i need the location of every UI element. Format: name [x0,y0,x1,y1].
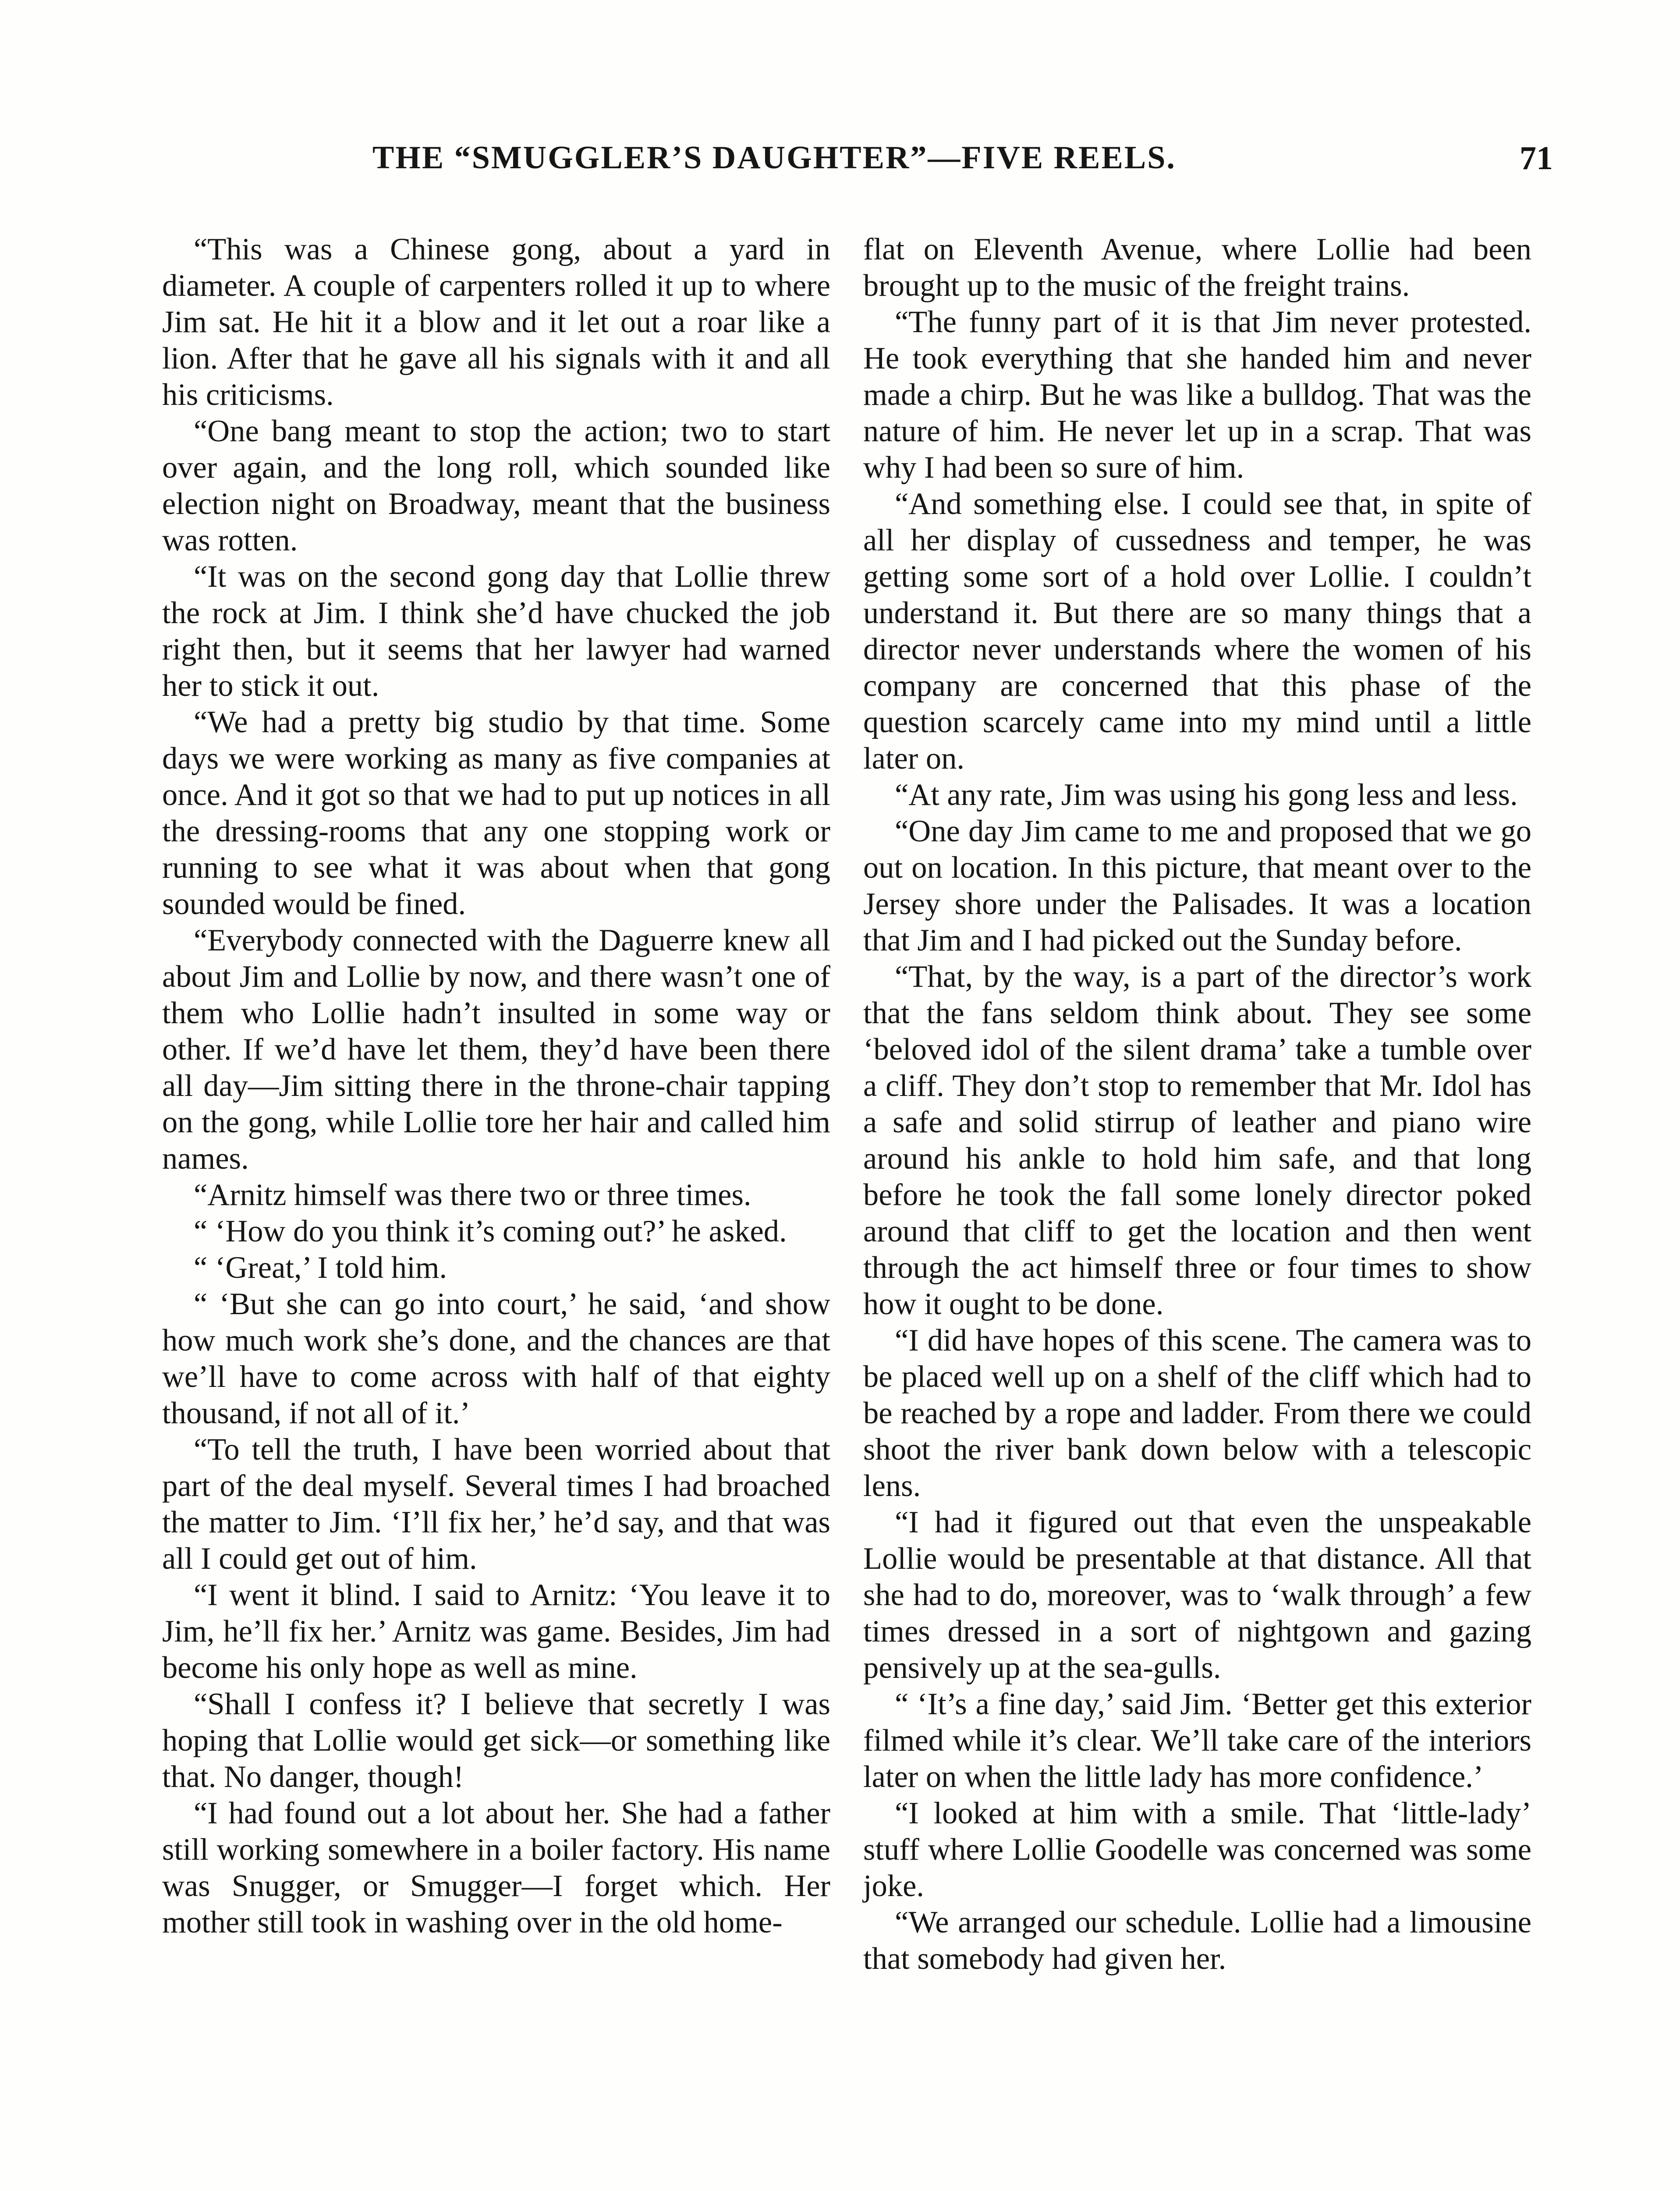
paragraph: “We arranged our schedule. Lollie had a limousine that somebody had given her. [863,1905,1531,1976]
paragraph: “I went it blind. I said to Arnitz: ‘You leave it to Jim, he’ll fix her.’ Arnitz was game. Besides, Jim had become his only hope as well as mine. [162,1578,830,1685]
paragraph: “We had a pretty big studio by that time. Some days we were working as many as five companies at once. And it got so that we had to put up notices in all the dressing-rooms that any one stopping work or running to see what it was about when that gong sounded would be fined. [162,705,830,921]
paragraph: “Shall I confess it? I believe that secretly I was hoping that Lollie would get sick—or something like that. No danger, though! [162,1687,830,1794]
paragraph-continuation: flat on Eleventh Avenue, where Lollie had been brought up to the music of the freight trains. [863,232,1531,303]
paragraph: “I did have hopes of this scene. The camera was to be placed well up on a shelf of the cliff which had to be reached by a rope and ladder. From there we could shoot the river bank down below with a telescopic lens. [863,1323,1531,1503]
paragraph: “And something else. I could see that, in spite of all her display of cussedness and temper, he was getting some sort of a hold over Lollie. I couldn’t understand it. But there are so many things that a director never understands where the women of his company are concerned that this phase of the question scarcely came into my mind until a little later on. [863,487,1531,776]
paragraph: “At any rate, Jim was using his gong less and less. [895,778,1518,812]
paragraph: “Arnitz himself was there two or three times. [194,1178,751,1212]
left-column [162,231,830,1941]
paragraph: “To tell the truth, I have been worried about that part of the deal myself. Several times I had broached the matter to Jim. ‘I’ll fix her,’ he’d say, and that was all I could get out of him. [162,1432,830,1576]
paragraph: “One bang meant to stop the action; two to start over again, and the long roll, which sounded like election night on Broadway, meant that the business was rotten. [162,414,830,557]
paragraph: “I looked at him with a smile. That ‘little-lady’ stuff where Lollie Goodelle was concerned was some joke. [863,1796,1531,1903]
paragraph: “That, by the way, is a part of the director’s work that the fans seldom think about. They see some ‘beloved idol of the silent drama’ take a tumble over a cliff. They don’t stop to remember that Mr. Idol has a safe and solid stirrup of leather and piano wire around his ankle to hold him safe, and that long before he took the fall some lonely director poked around that cliff to get the location and then went through the act himself three or four times to show how it ought to be done. [863,960,1531,1321]
paragraph: “I had found out a lot about her. She had a father still working somewhere in a boiler factory. His name was Snugger, or Smugger—I forget which. Her mother still took in washing over in the old home- [162,1796,830,1939]
page-number: 71 [1520,140,1553,177]
paragraph: “ ‘How do you think it’s coming out?’ he asked. [194,1214,787,1248]
right-column [863,231,1531,1977]
paragraph: “Everybody connected with the Daguerre knew all about Jim and Lollie by now, and there wasn’t one of them who Lollie hadn’t insulted in some way or other. If we’d have let them, they’d have been there all day—Jim sitting there in the throne-chair tapping on the gong, while Lollie tore her hair and called him names. [162,923,830,1176]
paragraph: “ ‘Great,’ I told him. [194,1251,447,1285]
running-title: THE “SMUGGLER’S DAUGHTER”—FIVE REELS. [372,140,1176,176]
paragraph: “I had it figured out that even the unspeakable Lollie would be presentable at that distance. All that she had to do, moreover, was to ‘walk through’ a few times dressed in a sort of nightgown and gazing pensively up at the sea-gulls. [863,1505,1531,1685]
paragraph: “This was a Chinese gong, about a yard in diameter. A couple of carpenters rolled it up to where Jim sat. He hit it a blow and it let out a roar like a lion. After that he gave all his signals with it and all his criticisms. [162,232,830,412]
paragraph: “ ‘It’s a fine day,’ said Jim. ‘Better get this exterior filmed while it’s clear. We’ll take care of the interiors later on when the little lady has more confidence.’ [863,1687,1531,1794]
paragraph: “It was on the second gong day that Lollie threw the rock at Jim. I think she’d have chucked the job right then, but it seems that her lawyer had warned her to stick it out. [162,560,830,703]
paragraph: “One day Jim came to me and proposed that we go out on location. In this picture, that meant over to the Jersey shore under the Palisades. It was a location that Jim and I had picked out the Sunday before. [863,814,1531,957]
paragraph: “ ‘But she can go into court,’ he said, ‘and show how much work she’s done, and the chances are that we’ll have to come across with half of that eighty thousand, if not all of it.’ [162,1287,830,1430]
running-head [162,139,1553,188]
paragraph: “The funny part of it is that Jim never protested. He took everything that she handed him and never made a chirp. But he was like a bulldog. That was the nature of him. He never let up in a scrap. That was why I had been so sure of him. [863,305,1531,485]
